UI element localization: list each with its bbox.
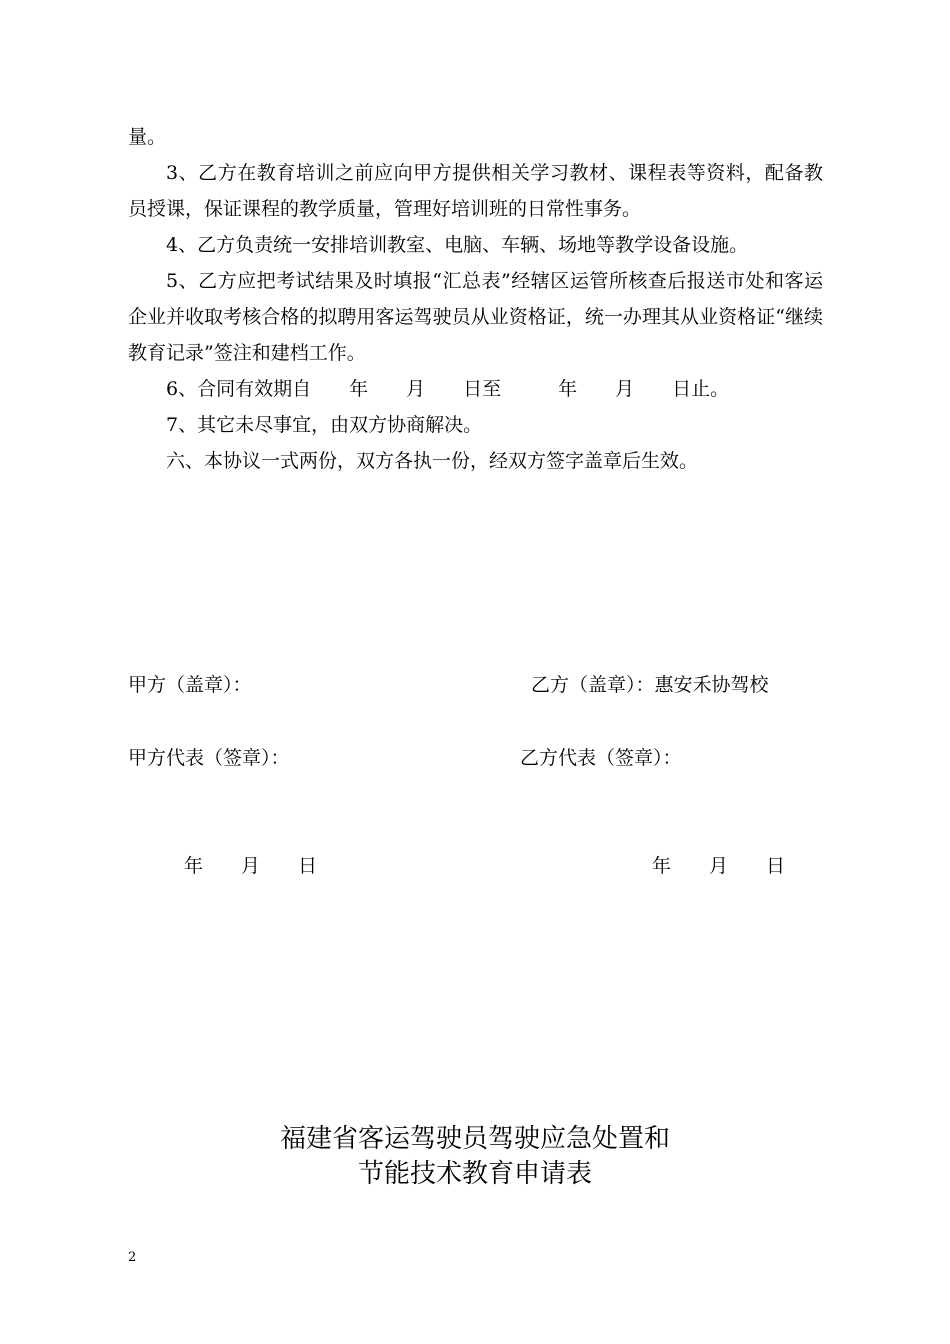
paragraph-section-6: 六、本协议一式两份，双方各执一份，经双方签字盖章后生效。 [166,450,699,472]
party-a-date: 年 月 日 [184,855,318,877]
party-b-date: 年 月 日 [652,855,786,877]
page-number: 2 [128,1250,137,1265]
party-a-seal-label: 甲方（盖章）： [128,674,252,696]
paragraph-clause-6: 6、合同有效期自 年 月 日至 年 月 日止。 [166,378,730,400]
form-title-line-2: 节能技术教育申请表 [357,1159,592,1189]
party-b-seal-label: 乙方（盖章）：惠安禾协驾校 [531,674,769,696]
representative-row [128,743,823,773]
seal-row [128,670,823,700]
paragraph-clause-3: 3、乙方在教育培训之前应向甲方提供相关学习教材、课程表等资料，配备教员授课，保证课程的教学质量，管理好培训班的日常性事务。 [128,162,823,220]
paragraph-clause-5: 5、乙方应把考试结果及时填报“汇总表”经辖区运管所核查后报送市处和客运企业并收取考核合格的拟聘用客运驾驶员从业资格证，统一办理其从业资格证“继续教育记录”签注和建档工作。 [128,270,823,364]
paragraph-continuation: 量。 [128,126,167,148]
party-b-rep-label: 乙方代表（签章）： [520,747,682,769]
paragraph-clause-4: 4、乙方负责统一安排培训教室、电脑、车辆、场地等教学设备设施。 [166,234,749,256]
party-a-rep-label: 甲方代表（签章）： [128,747,290,769]
paragraph-clause-7: 7、其它未尽事宜，由双方协商解决。 [166,414,483,436]
contract-body [128,119,823,479]
form-title-line-1: 福建省客运驾驶员驾驶应急处置和 [279,1124,670,1154]
